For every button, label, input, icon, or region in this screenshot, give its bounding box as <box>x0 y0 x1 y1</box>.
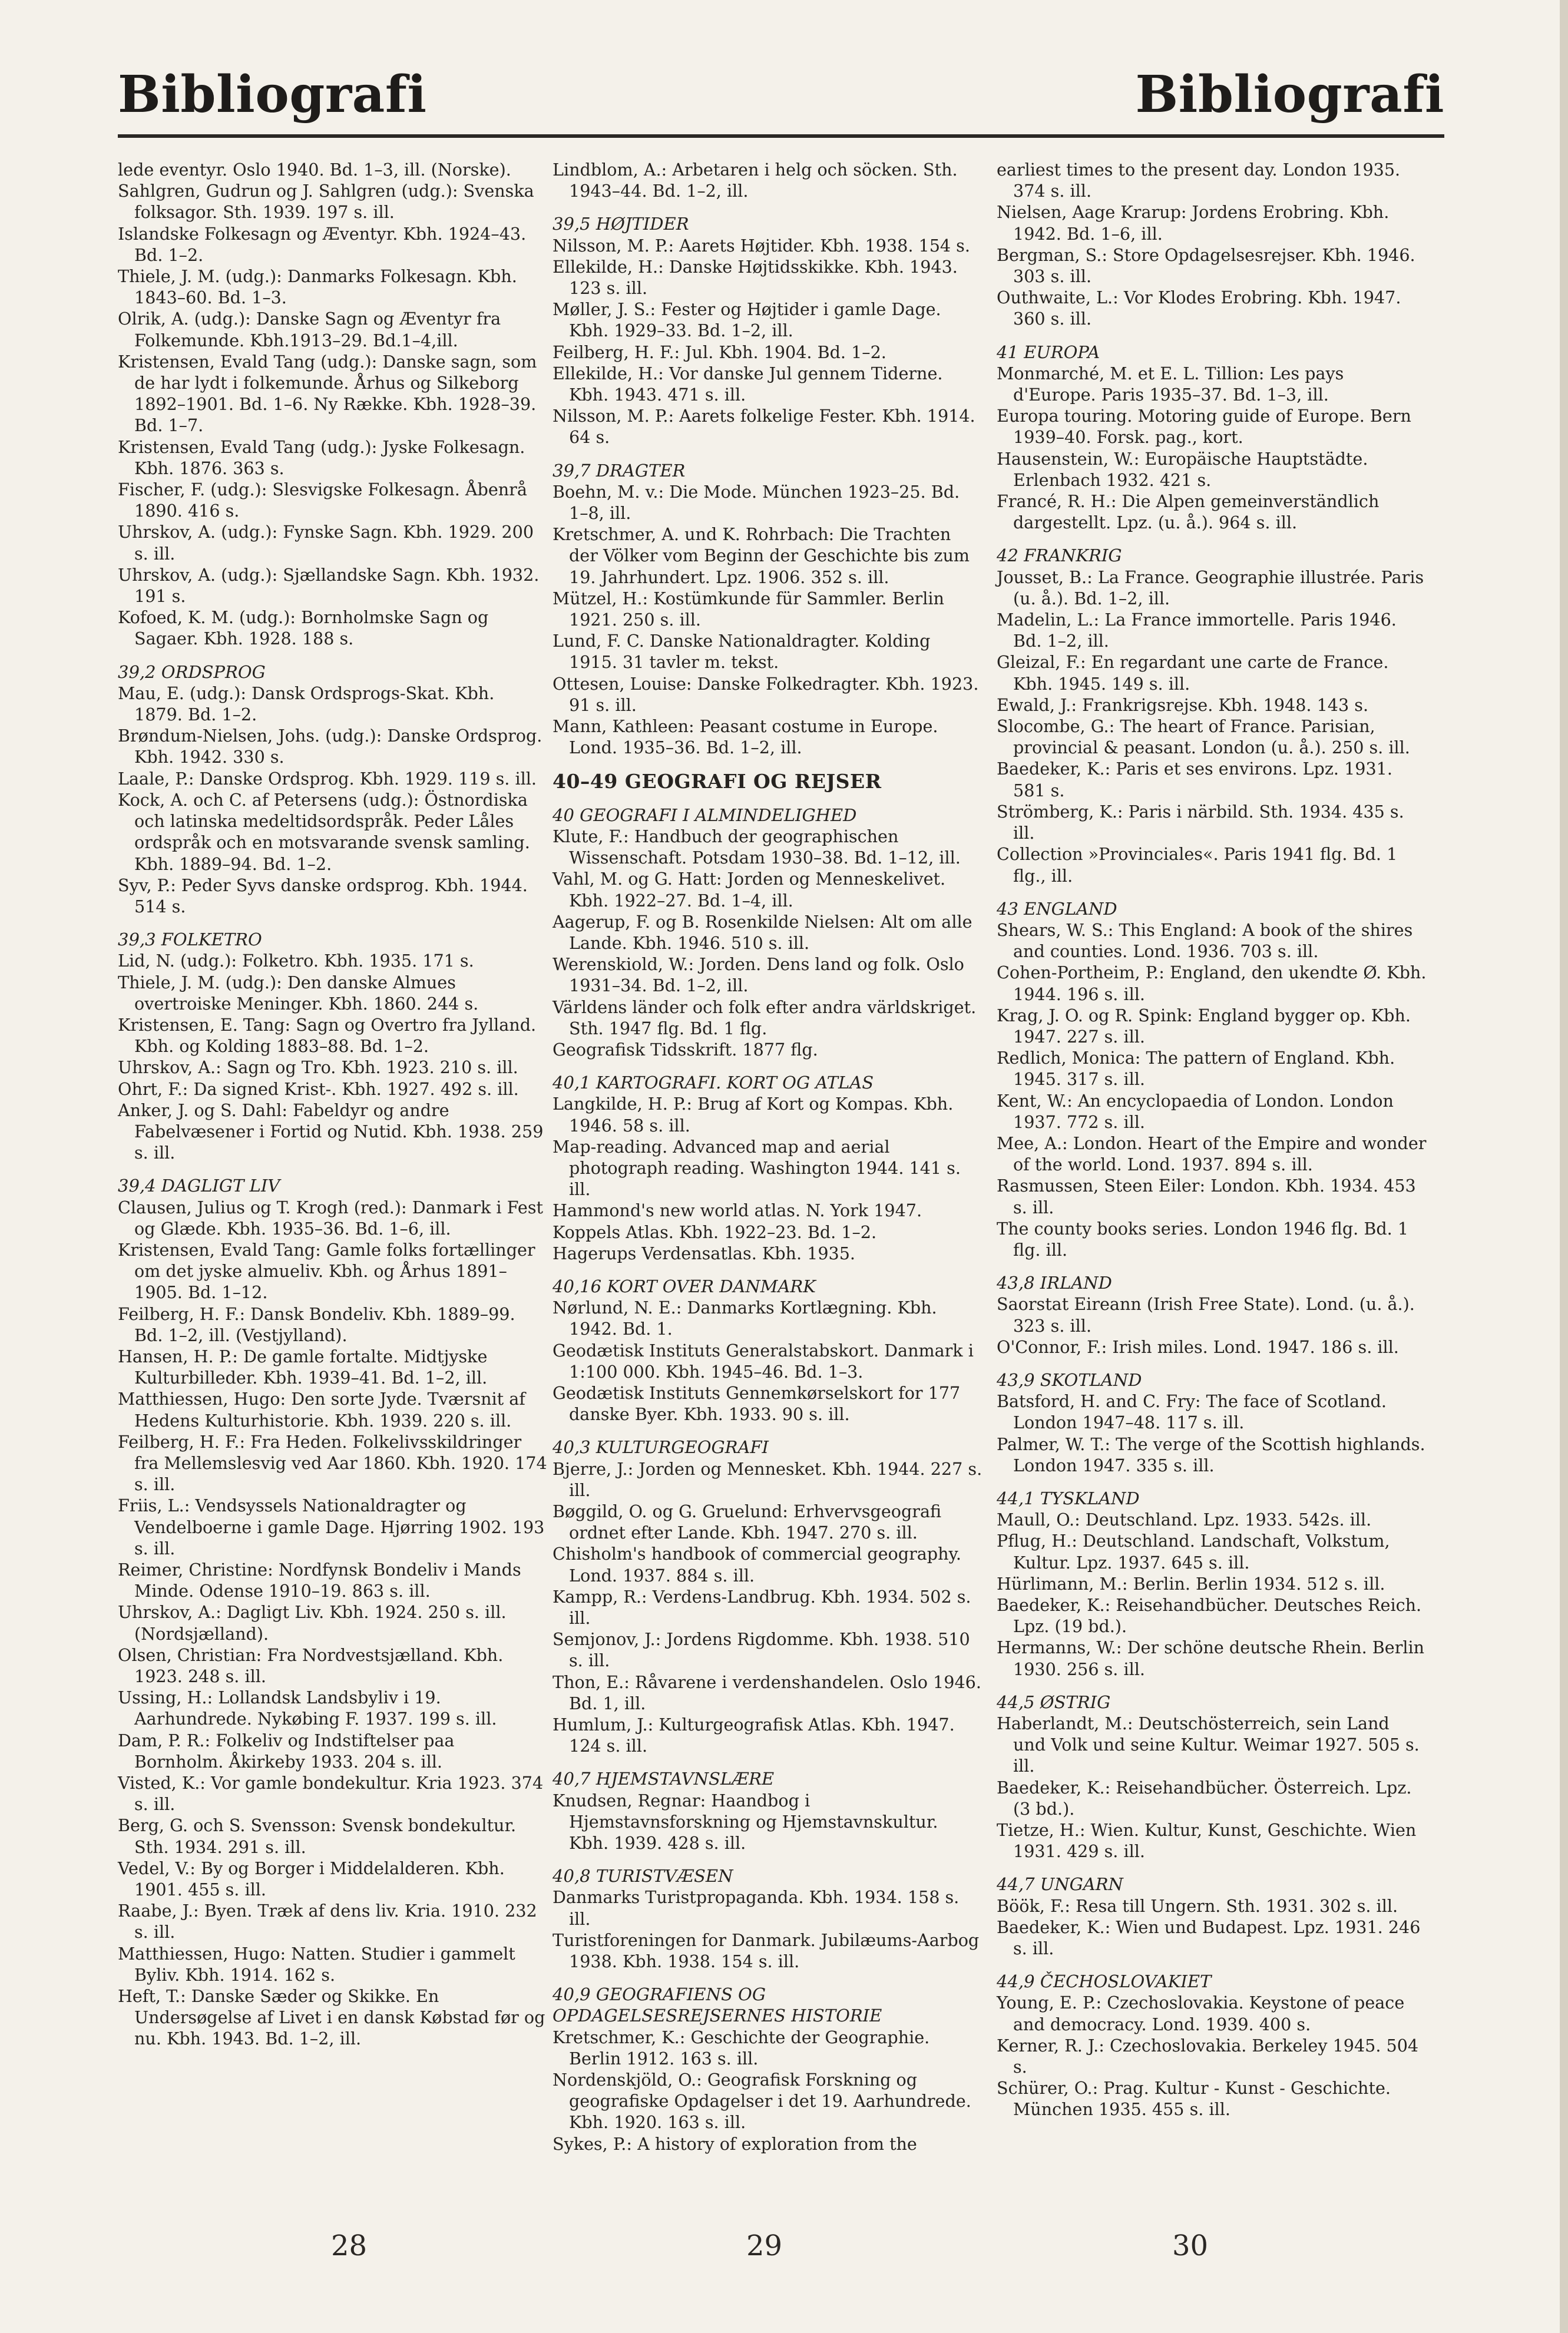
bibliography-entry: Nielsen, Aage Krarup: Jordens Erobring. Kbh. 1942. Bd. 1–6, ill. <box>997 202 1390 244</box>
bibliography-entry: Collection »Provinciales«. Paris 1941 flg. Bd. 1 flg., ill. <box>997 844 1398 886</box>
bibliography-entry: Baedeker, K.: Reisehandbücher. Österreich. Lpz. (3 bd.). <box>997 1777 1412 1819</box>
bibliography-entry: Geografisk Tidsskrift. 1877 flg. <box>553 1039 818 1060</box>
section-heading: 44,9 ČECHOSLOVAKIET <box>997 1971 1212 1992</box>
section-heading: 44,1 TYSKLAND <box>997 1488 1140 1508</box>
bibliography-entry: Ussing, H.: Lollandsk Landsbyliv i 19. Aarhundrede. Nykøbing F. 1937. 199 s. ill. <box>118 1687 497 1729</box>
bibliography-entry: Hansen, H. P.: De gamle fortalte. Midtjyske Kulturbilleder. Kbh. 1939–41. Bd. 1–2, ill. <box>118 1346 488 1388</box>
bibliography-entry: Map-reading. Advanced map and aerial photograph reading. Washington 1944. 141 s. ill. <box>553 1136 961 1200</box>
section-heading: 40,9 GEOGRAFIENS OG OPDAGELSESREJSERNES HISTORIE <box>553 1984 882 2026</box>
header-title-left: Bibliografi <box>118 65 427 124</box>
bibliography-entry: lede eventyr. Oslo 1940. Bd. 1–3, ill. (Norske). <box>118 160 511 180</box>
bibliography-entry: Bjerre, J.: Jorden og Mennesket. Kbh. 1944. 227 s. ill. <box>553 1458 983 1500</box>
section-heading: 41 EUROPA <box>997 342 1100 362</box>
bibliography-entry: Kristensen, E. Tang: Sagn og Overtro fra Jylland. Kbh. og Kolding 1883–88. Bd. 1–2. <box>118 1014 537 1057</box>
bibliography-entry: Aagerup, F. og B. Rosenkilde Nielsen: Alt om alle Lande. Kbh. 1946. 510 s. ill. <box>553 911 972 953</box>
bibliography-entry: Monmarché, M. et E. L. Tillion: Les pays d'Europe. Paris 1935–37. Bd. 1–3, ill. <box>997 363 1344 405</box>
bibliography-entry: Cohen-Portheim, P.: England, den ukendte Ø. Kbh. 1944. 196 s. ill. <box>997 962 1427 1004</box>
bibliography-entry: Heft, T.: Danske Sæder og Skikke. En Undersøgelse af Livet i en dansk Købstad før og nu. Kbh. 1943. Bd. 1–2, ill. <box>118 1986 545 2049</box>
bibliography-entry: Clausen, Julius og T. Krogh (red.): Danmark i Fest og Glæde. Kbh. 1935–36. Bd. 1–6, ill. <box>118 1197 543 1239</box>
section-heading: 43,8 IRLAND <box>997 1273 1112 1293</box>
section-heading: 42 FRANKRIG <box>997 545 1122 566</box>
section-heading: 40,7 HJEMSTAVNSLÆRE <box>553 1769 775 1789</box>
bibliography-entry: Kristensen, Evald Tang (udg.): Jyske Folkesagn. Kbh. 1876. 363 s. <box>118 436 525 478</box>
bibliography-entry: Feilberg, H. F.: Fra Heden. Folkelivsskildringer fra Mellemslesvig ved Aar 1860. Kbh. 1920. 174 s. ill. <box>118 1431 547 1495</box>
bibliography-entry: Nordenskjöld, O.: Geografisk Forskning og geografiske Opdagelser i det 19. Aarhundrede. Kbh. 1920. 163 s. ill. <box>553 2070 971 2133</box>
bibliography-entry: Nilsson, M. P.: Aarets folkelige Fester. Kbh. 1914. 64 s. <box>553 406 975 448</box>
bibliography-entry: Sahlgren, Gudrun og J. Sahlgren (udg.): Svenska folksagor. Sth. 1939. 197 s. ill. <box>118 181 534 223</box>
column-page-28 <box>118 159 548 2050</box>
bibliography-entry: Uhrskov, A. (udg.): Sjællandske Sagn. Kbh. 1932. 191 s. <box>118 564 540 607</box>
bibliography-entry: Kent, W.: An encyclopaedia of London. London 1937. 772 s. ill. <box>997 1090 1394 1132</box>
bibliography-entry: Krag, J. O. og R. Spink: England bygger op. Kbh. 1947. 227 s. ill. <box>997 1005 1411 1047</box>
bibliography-entry: Strömberg, K.: Paris i närbild. Sth. 1934. 435 s. ill. <box>997 801 1404 843</box>
bibliography-entry: Bergman, S.: Store Opdagelsesrejser. Kbh. 1946. 303 s. ill. <box>997 244 1415 287</box>
bibliography-entry: Fischer, F. (udg.): Slesvigske Folkesagn. Åbenrå 1890. 416 s. <box>118 479 527 521</box>
bibliography-entry: Semjonov, J.: Jordens Rigdomme. Kbh. 1938. 510 s. ill. <box>553 1629 970 1671</box>
bibliography-entry: Ellekilde, H.: Danske Højtidsskikke. Kbh. 1943. 123 s. ill. <box>553 256 958 299</box>
page-number: 30 <box>1172 2229 1209 2262</box>
bibliography-entry: Islandske Folkesagn og Æventyr. Kbh. 1924–43. Bd. 1–2. <box>118 223 527 265</box>
bibliography-entry: Ellekilde, H.: Vor danske Jul gennem Tiderne. Kbh. 1943. 471 s. ill. <box>553 363 943 405</box>
bibliography-entry: Knudsen, Regnar: Haandbog i Hjemstavnsforskning og Hjemstavnskultur. Kbh. 1939. 428 s. ill. <box>553 1790 938 1854</box>
bibliography-entry: Kretschmer, K.: Geschichte der Geographie. Berlin 1912. 163 s. ill. <box>553 2027 930 2069</box>
bibliography-entry: Kristensen, Evald Tang (udg.): Danske sagn, som de har lydt i folkemunde. Århus og Silkeborg 1892–1901. Bd. 1–6. Ny Række. Kbh. 1928–39. Bd. 1–7. <box>118 351 537 436</box>
bibliography-entry: Nørlund, N. E.: Danmarks Kortlægning. Kbh. 1942. Bd. 1. <box>553 1298 937 1339</box>
bibliography-entry: Anker, J. og S. Dahl: Fabeldyr og andre Fabelvæsener i Fortid og Nutid. Kbh. 1938. 259 s. ill. <box>118 1100 544 1163</box>
bibliography-entry: Nilsson, M. P.: Aarets Højtider. Kbh. 1938. 154 s. <box>553 235 970 256</box>
bibliography-entry: Brøndum-Nielsen, Johs. (udg.): Danske Ordsprog. Kbh. 1942. 330 s. <box>118 726 542 767</box>
bibliography-entry: Lindblom, A.: Arbetaren i helg och söcken. Sth. 1943–44. Bd. 1–2, ill. <box>553 160 958 201</box>
bibliography-entry: Boehn, M. v.: Die Mode. München 1923–25. Bd. 1–8, ill. <box>553 481 960 524</box>
bibliography-entry: Rasmussen, Steen Eiler: London. Kbh. 1934. 453 s. ill. <box>997 1176 1416 1217</box>
column-page-30 <box>997 159 1427 2120</box>
bibliography-entry: Uhrskov, A. (udg.): Fynske Sagn. Kbh. 1929. 200 s. ill. <box>118 522 534 564</box>
bibliography-entry: Outhwaite, L.: Vor Klodes Erobring. Kbh. 1947. 360 s. ill. <box>997 287 1401 329</box>
bibliography-entry: Ohrt, F.: Da signed Krist-. Kbh. 1927. 492 s. ill. <box>118 1078 519 1099</box>
bibliography-entry: Mee, A.: London. Heart of the Empire and wonder of the world. Lond. 1937. 894 s. ill. <box>997 1133 1427 1175</box>
bibliography-entry: Hagerups Verdensatlas. Kbh. 1935. <box>553 1243 855 1263</box>
bibliography-entry: Thiele, J. M. (udg.): Den danske Almues overtroiske Meninger. Kbh. 1860. 244 s. <box>118 972 479 1014</box>
header-rule <box>118 134 1444 138</box>
bibliography-entry: Baedeker, K.: Reisehandbücher. Deutsches Reich. Lpz. (19 bd.). <box>997 1595 1422 1637</box>
bibliography-entry: Hürlimann, M.: Berlin. Berlin 1934. 512 s. ill. <box>997 1573 1385 1594</box>
section-number: 40–49 <box>553 770 618 793</box>
section-heading: 39,2 ORDSPROG <box>118 661 266 682</box>
column-page-29 <box>553 159 983 2155</box>
section-heading: 40 GEOGRAFI I ALMINDELIGHED <box>553 805 857 825</box>
bibliography-entry: Reimer, Christine: Nordfynsk Bondeliv i Mands Minde. Odense 1910–19. 863 s. ill. <box>118 1560 521 1601</box>
bibliography-entry: Werenskiold, W.: Jorden. Dens land og folk. Oslo 1931–34. Bd. 1–2, ill. <box>553 954 964 996</box>
bibliography-entry: Klute, F.: Handbuch der geographischen Wissenschaft. Potsdam 1930–38. Bd. 1–12, ill. <box>553 826 961 868</box>
bibliography-entry: Kofoed, K. M. (udg.): Bornholmske Sagn og Sagaer. Kbh. 1928. 188 s. <box>118 607 489 649</box>
running-header <box>0 65 1568 141</box>
bibliography-entry: Batsford, H. and C. Fry: The face of Scotland. London 1947–48. 117 s. ill. <box>997 1391 1387 1433</box>
bibliography-entry: Världens länder och folk efter andra världskriget. Sth. 1947 flg. Bd. 1 flg. <box>553 997 977 1038</box>
bibliography-entry: Madelin, L.: La France immortelle. Paris 1946. Bd. 1–2, ill. <box>997 610 1397 651</box>
bibliography-entry: Humlum, J.: Kulturgeografisk Atlas. Kbh. 1947. 124 s. ill. <box>553 1715 955 1756</box>
bibliography-entry: Böök, F.: Resa till Ungern. Sth. 1931. 302 s. ill. <box>997 1895 1398 1916</box>
bibliography-entry: Friis, L.: Vendsyssels Nationaldragter og Vendelboerne i gamle Dage. Hjørring 1902. 193 s. ill. <box>118 1495 545 1558</box>
bibliography-entry: Laale, P.: Danske Ordsprog. Kbh. 1929. 119 s. ill. <box>118 768 537 789</box>
bibliography-entry: Francé, R. H.: Die Alpen gemeinverständlich dargestellt. Lpz. (u. å.). 964 s. ill. <box>997 491 1380 533</box>
bibliography-entry: Matthiessen, Hugo: Natten. Studier i gammelt Byliv. Kbh. 1914. 162 s. <box>118 1943 515 1985</box>
bibliography-entry: Vahl, M. og G. Hatt: Jorden og Menneskelivet. Kbh. 1922–27. Bd. 1–4, ill. <box>553 869 946 911</box>
bibliography-entry: Vedel, V.: By og Borger i Middelalderen. Kbh. 1901. 455 s. ill. <box>118 1858 505 1900</box>
bibliography-entry: Palmer, W. T.: The verge of the Scottish highlands. London 1947. 335 s. ill. <box>997 1434 1425 1475</box>
bibliography-entry: Jousset, B.: La France. Geographie illustrée. Paris (u. å.). Bd. 1–2, ill. <box>997 567 1424 608</box>
bibliography-entry: Thon, E.: Råvarene i verdenshandelen. Oslo 1946. Bd. 1, ill. <box>553 1672 981 1713</box>
bibliography-entry: Kretschmer, A. und K. Rohrbach: Die Trachten der Völker vom Beginn der Geschichte bis zum 19. Jahrhundert. Lpz. 1906. 352 s. ill. <box>553 524 970 587</box>
section-heading: 40,16 KORT OVER DANMARK <box>553 1276 816 1296</box>
section-heading: 44,7 UNGARN <box>997 1874 1123 1895</box>
section-heading: 39,3 FOLKETRO <box>118 929 262 950</box>
bibliography-entry: Møller, J. S.: Fester og Højtider i gamle Dage. Kbh. 1929–33. Bd. 1–2, ill. <box>553 299 941 341</box>
bibliography-entry: Hausenstein, W.: Europäische Hauptstädte. Erlenbach 1932. 421 s. <box>997 448 1368 490</box>
bibliography-entry: Tietze, H.: Wien. Kultur, Kunst, Geschichte. Wien 1931. 429 s. ill. <box>997 1820 1417 1862</box>
page-edge <box>1560 0 1568 2333</box>
main-section-heading <box>553 771 983 792</box>
section-title: GEOGRAFI OG REJSER <box>624 770 882 793</box>
bibliography-entry: Uhrskov, A.: Dagligt Liv. Kbh. 1924. 250 s. ill. (Nordsjælland). <box>118 1602 507 1644</box>
bibliography-entry: Redlich, Monica: The pattern of England. Kbh. 1945. 317 s. ill. <box>997 1048 1395 1090</box>
bibliography-entry: Europa touring. Motoring guide of Europe. Bern 1939–40. Forsk. pag., kort. <box>997 406 1411 448</box>
bibliography-entry: Geodætisk Instituts Gennemkørselskort for 177 danske Byer. Kbh. 1933. 90 s. ill. <box>553 1382 961 1425</box>
bibliography-entry: Lid, N. (udg.): Folketro. Kbh. 1935. 171 s. <box>118 951 474 971</box>
header-title-right: Bibliografi <box>1135 65 1444 124</box>
bibliography-entry: Langkilde, H. P.: Brug af Kort og Kompas. Kbh. 1946. 58 s. ill. <box>553 1094 954 1136</box>
bibliography-entry: Pflug, H.: Deutschland. Landschaft, Volkstum, Kultur. Lpz. 1937. 645 s. ill. <box>997 1531 1390 1573</box>
bibliography-entry: Feilberg, H. F.: Dansk Bondeliv. Kbh. 1889–99. Bd. 1–2, ill. (Vestjylland). <box>118 1303 515 1345</box>
bibliography-entry: Visted, K.: Vor gamle bondekultur. Kria 1923. 374 s. ill. <box>118 1773 544 1815</box>
bibliography-entry: Matthiessen, Hugo: Den sorte Jyde. Tværsnit af Hedens Kulturhistorie. Kbh. 1939. 220 s. ill. <box>118 1389 525 1431</box>
section-heading: 40,8 TURISTVÆSEN <box>553 1866 733 1887</box>
bibliography-entry: Saorstat Eireann (Irish Free State). Lond. (u. å.). 323 s. ill. <box>997 1294 1415 1336</box>
bibliography-entry: Bøggild, O. og G. Gruelund: Erhvervsgeografi ordnet efter Lande. Kbh. 1947. 270 s. ill. <box>553 1501 942 1543</box>
bibliography-entry: Slocombe, G.: The heart of France. Parisian, provincial & peasant. London (u. å.). 250 s. ill. <box>997 716 1410 758</box>
bibliography-entry: Raabe, J.: Byen. Træk af dens liv. Kria. 1910. 232 s. ill. <box>118 1901 537 1942</box>
bibliography-entry: Berg, G. och S. Svensson: Svensk bondekultur. Sth. 1934. 291 s. ill. <box>118 1815 517 1857</box>
bibliography-entry: Turistforeningen for Danmark. Jubilæums-Aarbog 1938. Kbh. 1938. 154 s. ill. <box>553 1930 980 1972</box>
bibliography-entry: Chisholm's handbook of commercial geography. Lond. 1937. 884 s. ill. <box>553 1544 961 1586</box>
bibliography-entry: Young, E. P.: Czechoslovakia. Keystone of peace and democracy. Lond. 1939. 400 s. <box>997 1993 1405 2034</box>
bibliography-entry: Mau, E. (udg.): Dansk Ordsprogs-Skat. Kbh. 1879. Bd. 1–2. <box>118 683 495 725</box>
bibliography-entry: Danmarks Turistpropaganda. Kbh. 1934. 158 s. ill. <box>553 1887 960 1929</box>
section-heading: 39,4 DAGLIGT LIV <box>118 1176 280 1196</box>
section-heading: 43,9 SKOTLAND <box>997 1369 1142 1390</box>
section-heading: 39,7 DRAGTER <box>553 460 686 481</box>
bibliography-entry: Olsen, Christian: Fra Nordvestsjælland. Kbh. 1923. 248 s. ill. <box>118 1644 504 1687</box>
section-heading: 44,5 ØSTRIG <box>997 1692 1111 1712</box>
bibliography-entry: Kampp, R.: Verdens-Landbrug. Kbh. 1934. 502 s. ill. <box>553 1586 971 1628</box>
bibliography-entry: Mann, Kathleen: Peasant costume in Europe. Lond. 1935–36. Bd. 1–2, ill. <box>553 716 938 758</box>
page-number: 28 <box>331 2229 368 2262</box>
bibliography-entry: Haberlandt, M.: Deutschösterreich, sein Land und Volk und seine Kultur. Weimar 1927. 505 s. ill. <box>997 1713 1420 1776</box>
bibliography-entry: Shears, W. S.: This England: A book of the shires and counties. Lond. 1936. 703 s. ill. <box>997 919 1413 962</box>
bibliography-entry: Uhrskov, A.: Sagn og Tro. Kbh. 1923. 210 s. ill. <box>118 1057 518 1078</box>
bibliography-entry: The county books series. London 1946 flg. Bd. 1 flg. ill. <box>997 1218 1409 1260</box>
bibliography-entry: Ewald, J.: Frankrigsrejse. Kbh. 1948. 143 s. <box>997 694 1369 715</box>
bibliography-entry: Schürer, O.: Prag. Kultur - Kunst - Geschichte. München 1935. 455 s. ill. <box>997 2078 1391 2120</box>
bibliography-entry: Maull, O.: Deutschland. Lpz. 1933. 542s. ill. <box>997 1510 1372 1530</box>
bibliography-entry: Kristensen, Evald Tang: Gamle folks fortællinger om det jyske almueliv. Kbh. og Århus 1891–1905. Bd. 1–12. <box>118 1239 535 1303</box>
bibliography-entry: Sykes, P.: A history of exploration from the <box>553 2133 917 2154</box>
section-heading: 39,5 HØJTIDER <box>553 214 689 234</box>
bibliography-entry: Gleizal, F.: En regardant une carte de France. Kbh. 1945. 149 s. ill. <box>997 652 1389 694</box>
page-number: 29 <box>746 2229 783 2262</box>
bibliography-entry: earliest times to the present day. London 1935. 374 s. ill. <box>997 160 1401 201</box>
bibliography-entry: Hermanns, W.: Der schöne deutsche Rhein. Berlin 1930. 256 s. ill. <box>997 1637 1425 1679</box>
bibliography-entry: Olrik, A. (udg.): Danske Sagn og Æventyr fra Folkemunde. Kbh.1913–29. Bd.1–4,ill. <box>118 309 501 350</box>
bibliography-entry: Lund, F. C. Danske Nationaldragter. Kolding 1915. 31 tavler m. tekst. <box>553 631 931 673</box>
section-heading: 43 ENGLAND <box>997 898 1117 919</box>
bibliography-entry: Baedeker, K.: Wien und Budapest. Lpz. 1931. 246 s. ill. <box>997 1917 1421 1959</box>
bibliography-entry: O'Connor, F.: Irish miles. Lond. 1947. 186 s. ill. <box>997 1336 1399 1357</box>
bibliography-entry: Thiele, J. M. (udg.): Danmarks Folkesagn. Kbh. 1843–60. Bd. 1–3. <box>118 266 517 308</box>
bibliography-entry: Hammond's new world atlas. N. York 1947. <box>553 1200 922 1221</box>
section-heading: 40,1 KARTOGRAFI. KORT OG ATLAS <box>553 1073 874 1093</box>
bibliography-entry: Syv, P.: Peder Syvs danske ordsprog. Kbh. 1944. 514 s. <box>118 875 528 916</box>
bibliography-entry: Kock, A. och C. af Petersens (udg.): Östnordiska och latinska medeltidsordspråk. Peder Låles ordspråk och en motsvarande svensk samling. Kbh. 1889–94. Bd. 1–2. <box>118 789 530 874</box>
bibliography-entry: Mützel, H.: Kostümkunde für Sammler. Berlin 1921. 250 s. ill. <box>553 588 944 630</box>
section-heading: 40,3 KULTURGEOGRAFI <box>553 1437 769 1458</box>
bibliography-entry: Geodætisk Instituts Generalstabskort. Danmark i 1:100 000. Kbh. 1945–46. Bd. 1–3. <box>553 1340 974 1382</box>
bibliography-entry: Dam, P. R.: Folkeliv og Indstiftelser paa Bornholm. Åkirkeby 1933. 204 s. ill. <box>118 1730 455 1772</box>
bibliography-entry: Kerner, R. J.: Czechoslovakia. Berkeley 1945. 504 s. <box>997 2035 1419 2077</box>
bibliography-entry: Koppels Atlas. Kbh. 1922–23. Bd. 1–2. <box>553 1222 877 1242</box>
bibliography-entry: Feilberg, H. F.: Jul. Kbh. 1904. Bd. 1–2. <box>553 342 886 362</box>
bibliography-entry: Baedeker, K.: Paris et ses environs. Lpz. 1931. 581 s. <box>997 759 1392 800</box>
bibliography-entry: Ottesen, Louise: Danske Folkedragter. Kbh. 1923. 91 s. ill. <box>553 673 979 715</box>
